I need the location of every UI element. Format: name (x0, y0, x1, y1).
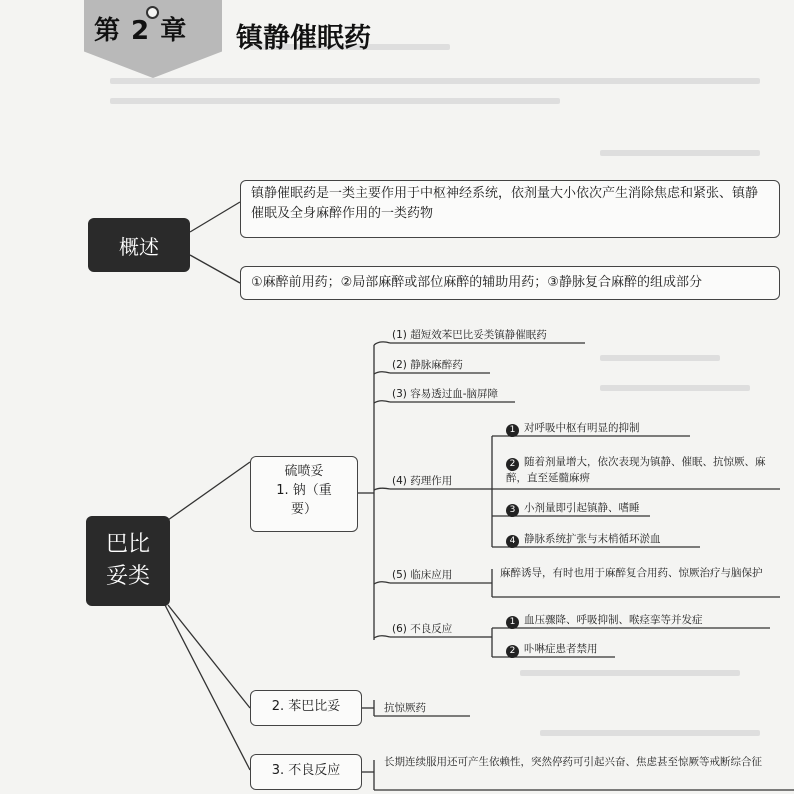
overview-node-label: 概述 (119, 234, 159, 259)
pharmacology-subitem-text: 小剂量即引起镇静、嗜睡 (524, 502, 640, 514)
thiopental-label-line1: 硫喷妥 (284, 464, 324, 479)
thiopental-item-3: (3) 容易透过血-脑屏障 (392, 388, 498, 400)
chapter-label: 第 2 章 (94, 16, 188, 46)
overview-definition-box (240, 180, 780, 238)
adverse-subitem-text: 卟啉症患者禁用 (524, 643, 598, 655)
number-badge-icon: 3 (506, 504, 519, 517)
pharmacology-subitem (506, 455, 776, 485)
thiopental-item-2: (2) 静脉麻醉药 (392, 359, 463, 371)
pharmacology-subitem-text: 静脉系统扩张与末梢循环淤血 (524, 533, 661, 545)
thiopental-item-5: (5) 临床应用 (392, 569, 453, 581)
overview-node (88, 218, 190, 272)
adverse-node (250, 754, 362, 790)
barbiturates-label-line1: 巴比 (105, 532, 150, 557)
number-badge-icon: 4 (506, 535, 519, 548)
clinical-use-detail: 麻醉诱导，有时也用于麻醉复合用药、惊厥治疗与脑保护 (500, 567, 763, 579)
number-badge-icon: 2 (506, 458, 519, 471)
phenobarbital-label: 2. 苯巴比妥 (271, 699, 341, 714)
pharmacology-subitem (506, 501, 640, 517)
thiopental-item-6: (6) 不良反应 (392, 623, 453, 635)
overview-definition-text: 镇静催眠药是一类主要作用于中枢神经系统，依剂量大小依次产生消除焦虑和紧张、镇静催眠及全身麻醉作用的一类药物 (251, 186, 759, 221)
overview-uses-text: ①麻醉前用药；②局部麻醉或部位麻醉的辅助用药；③静脉复合麻醉的组成部分 (251, 275, 702, 290)
number-badge-icon: 1 (506, 616, 519, 629)
thiopental-item-4: (4) 药理作用 (392, 475, 453, 487)
adverse-subitem (506, 642, 598, 658)
pharmacology-subitem (506, 421, 640, 437)
phenobarbital-node (250, 690, 362, 726)
adverse-label: 3. 不良反应 (271, 763, 341, 778)
barbiturates-label-line2: 妥类 (105, 564, 150, 589)
thiopental-label-line2: 1. 钠（重 (276, 483, 332, 498)
number-badge-icon: 1 (506, 424, 519, 437)
adverse-subitem (506, 613, 703, 629)
phenobarbital-detail: 抗惊厥药 (384, 702, 426, 714)
number-badge-icon: 2 (506, 645, 519, 658)
pharmacology-subitem-text: 对呼吸中枢有明显的抑制 (524, 422, 640, 434)
pharmacology-subitem-text: 随着剂量增大，依次表现为镇静、催眠、抗惊厥、麻醉，直至延髓麻痹 (506, 456, 766, 484)
adverse-detail: 长期连续服用还可产生依赖性，突然停药可引起兴奋、焦虑甚至惊厥等戒断综合征 (384, 756, 762, 768)
thiopental-label-line3: 要） (290, 502, 317, 517)
thiopental-node (250, 456, 358, 532)
chapter-title: 镇静催眠药 (236, 23, 371, 54)
overview-uses-box (240, 266, 780, 300)
thiopental-item-1: (1) 超短效苯巴比妥类镇静催眠药 (392, 329, 547, 341)
barbiturates-node (86, 516, 170, 606)
pharmacology-subitem (506, 532, 661, 548)
adverse-subitem-text: 血压骤降、呼吸抑制、喉痉挛等并发症 (524, 614, 703, 626)
